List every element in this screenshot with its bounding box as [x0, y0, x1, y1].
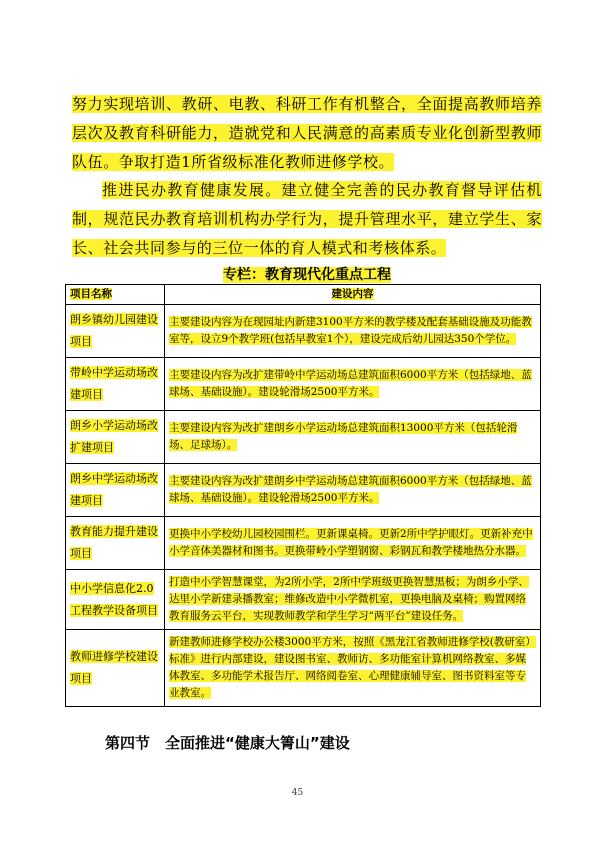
paragraph-text: 推进民办教育健康发展。建立健全完善的民办教育督导评估机制，规范民办教育培训机构办学行为，提升管理水平，建立学生、家长、社会共同参与的三位一体的育人模式和考核体系。 [72, 181, 542, 257]
table-row [66, 517, 541, 570]
project-content-cell: 打造中小学智慧课堂，为2所小学，2所中学班级更换智慧黑板；为朗乡小学、达里小学新建录播教室；维修改造中小学微机室，更换电脑及桌椅；购置网络教育服务云平台，实现教师教学和学生学习“两平台”建设任务。 [165, 570, 541, 630]
project-name-cell: 中小学信息化2.0工程教学设备项目 [66, 570, 165, 630]
paragraph-private-education [72, 176, 542, 263]
project-content-cell: 主要建设内容为改扩建朗乡中学运动场总建筑面积6000平方米（包括绿地、蓝球场、基础设施）。建设轮滑场2500平方米。 [165, 464, 541, 517]
project-name-cell: 朗乡小学运动场改扩建项目 [66, 411, 165, 464]
project-name-cell: 朗乡镇幼儿园建设项目 [66, 305, 165, 358]
project-name-cell: 教育能力提升建设项目 [66, 517, 165, 570]
table-row [66, 305, 541, 358]
project-name-cell: 朗乡中学运动场改建项目 [66, 464, 165, 517]
table-row [66, 358, 541, 411]
project-content-cell: 新建教师进修学校办公楼3000平方米，按照《黑龙江省教师进修学校(教研室）标准》进行内部建设，建设图书室、教师访、多功能室计算机网络教室、多媒体教室、多功能学术报告厅、网络阅卷室、心理健康辅导室、图书资料室等专业教室。 [165, 630, 541, 707]
section-heading: 第四节 全面推进“健康大箐山”建设 [105, 734, 350, 752]
project-name-cell: 带岭中学运动场改建项目 [66, 358, 165, 411]
project-content-cell: 主要建设内容为改扩建朗乡小学运动场总建筑面积13000平方米（包括轮滑场、足球场）。 [165, 411, 541, 464]
column-title: 专栏：教育现代化重点工程 [223, 267, 391, 283]
projects-table [65, 284, 541, 707]
header-project-name: 项目名称 [66, 285, 165, 305]
project-content-cell: 主要建设内容为改扩建带岭中学运动场总建筑面积6000平方米（包括绿地、蓝球场、基础设施）。建设轮滑场2500平方米。 [165, 358, 541, 411]
project-content-cell: 更换中小学校幼儿园校园围栏。更新课桌椅。更新2所中学护眼灯。更新补充中小学音体美器材和图书。更换带岭小学塑钢窗、彩钢瓦和教学楼地热分水器。 [165, 517, 541, 570]
header-construction-content: 建设内容 [165, 285, 541, 305]
table-row [66, 464, 541, 517]
table-header-row [66, 285, 541, 305]
table-row [66, 411, 541, 464]
table-row [66, 630, 541, 707]
paragraph-teacher-training [72, 90, 542, 177]
table-row [66, 570, 541, 630]
paragraph-text: 努力实现培训、教研、电教、科研工作有机整合，全面提高教师培养层次及教育科研能力，造就党和人民满意的高素质专业化创新型教师队伍。争取打造1所省级标准化教师进修学校。 [72, 95, 542, 171]
page-number: 45 [291, 788, 304, 798]
project-name-cell: 教师进修学校建设项目 [66, 630, 165, 707]
project-content-cell: 主要建设内容为在现园址内新建3100平方米的教学楼及配套基础设施及功能教室等，设立9个教学班(包括早教室1个），建设完成后幼儿园达350个学位。 [165, 305, 541, 358]
